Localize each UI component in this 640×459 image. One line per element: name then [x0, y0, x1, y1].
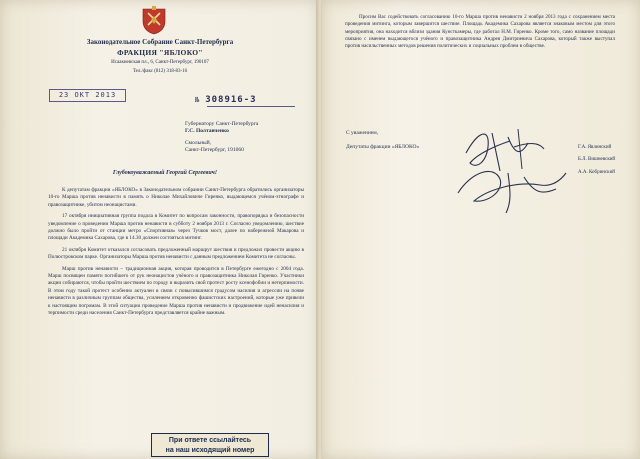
letterhead-phone: Тел./факс (812) 318-83-16	[132, 69, 188, 74]
signatory-name: А.А. Кобринский	[578, 170, 615, 175]
deputies-label: Депутаты фракции «ЯБЛОКО»	[346, 144, 420, 150]
letter-page-1	[0, 0, 318, 459]
paragraph: Марш против ненависти – традиционная акция, которая проводится в Петербурге ежегодно с 2004 года. Марш посвящен памяти погибшего от рук неонацистов учёного и правозащитника Николая Гиренко. Участники акции собираются, чтобы пройти шествием по городу и выразить свой протест росту ксенофобии и нетерпимости. В этом году такой протест особенно актуален в связи с повысившимся градусом насилия и агрессии на почве ненависти в различным группам общества, усилением откровенно фашистских настроений, которые уже привели к настоящим погромам. В этой ситуации проведение Марша против ненависти и продвижение идей ненасилия и терпимости среди населения Санкт-Петербурга представляется крайне важным.	[48, 265, 304, 317]
letter-body	[48, 187, 304, 322]
closing: С уважением,	[346, 130, 379, 136]
paragraph: К депутатам фракции «ЯБЛОКО» в Законодательном собрании Санкт-Петербурга обратились организаторы 10-го Марша против ненависти в память о Николае Михайловиче Гиренко, выдающемся учёном-этнографе и правозащитнике, убитом неонацистами.	[48, 187, 304, 208]
coat-of-arms-icon	[140, 5, 168, 35]
signatory-name: Б.Л. Вишневский	[578, 157, 616, 162]
recipient-address-2: Санкт-Петербург, 191060	[185, 147, 244, 153]
date-stamp: 23 ОКТ 2013	[49, 89, 126, 102]
stamp-underline	[207, 106, 295, 107]
recipient-title: Губернатору Санкт-Петербурга	[185, 121, 259, 127]
signatory-name: Г.А. Явлинский	[578, 145, 612, 150]
legislature-name: Законодательное Собрание Санкт-Петербурга	[86, 38, 234, 46]
faction-name: ФРАКЦИЯ "ЯБЛОКО"	[117, 48, 203, 57]
recipient-address-1: Смольный,	[185, 140, 212, 146]
number-value: 308916-3	[205, 95, 257, 105]
registration-number-stamp	[195, 95, 257, 105]
reference-line-1: При ответе ссылайтесь	[168, 437, 252, 444]
salutation: Глубокоуважаемый Георгий Сергеевич!	[112, 170, 218, 176]
letter-body-continued	[345, 14, 615, 50]
recipient-name: Г.С. Полтавченко	[185, 128, 229, 134]
number-label: №	[195, 96, 200, 104]
letter-page-2	[322, 0, 640, 459]
paragraph: 21 октября Комитет отказался согласовать предложенный маршрут шествия и предложил провести акцию в Полюстровском парке. Организаторы Марша против ненависти с данным предложением Комитета не согласны.	[48, 246, 304, 261]
reference-line-2: на наш исходящий номер	[165, 447, 255, 454]
letterhead-address: Исаакиевская пл., 6, Санкт-Петербург, 190107	[111, 60, 209, 65]
paragraph: Просим Вас содействовать согласованию 10-го Марша против ненависти 2 ноября 2013 года с сохранением места проведения митинга, которым завершится шествие. Площадь Академика Сахарова является знаковым местом для этого мероприятия, она находится вблизи здания Кунсткамеры, где работал Н.М. Гиренко. Кроме того, само название площади связано с именем выдающегося учёного и правозащитника Андрея Дмитриевича Сахарова, который также выступал против насильственных методов решения политических и социальных проблем в обществе.	[345, 14, 615, 50]
paragraph: 17 октября инициативная группа подала в Комитет по вопросам законности, правопорядка и безопасности уведомление о проведении Марша против ненависти в субботу 2 ноября 2013 г. Согласно уведомлению, шествие должно было пройти от станции метро «Спортивная» через Тучков мост, далее по набережной Макарова и площади Академика Сахарова, где в 14.30 должен состояться митинг.	[48, 213, 304, 242]
handwritten-signatures	[448, 123, 578, 218]
reference-stamp	[151, 433, 269, 457]
